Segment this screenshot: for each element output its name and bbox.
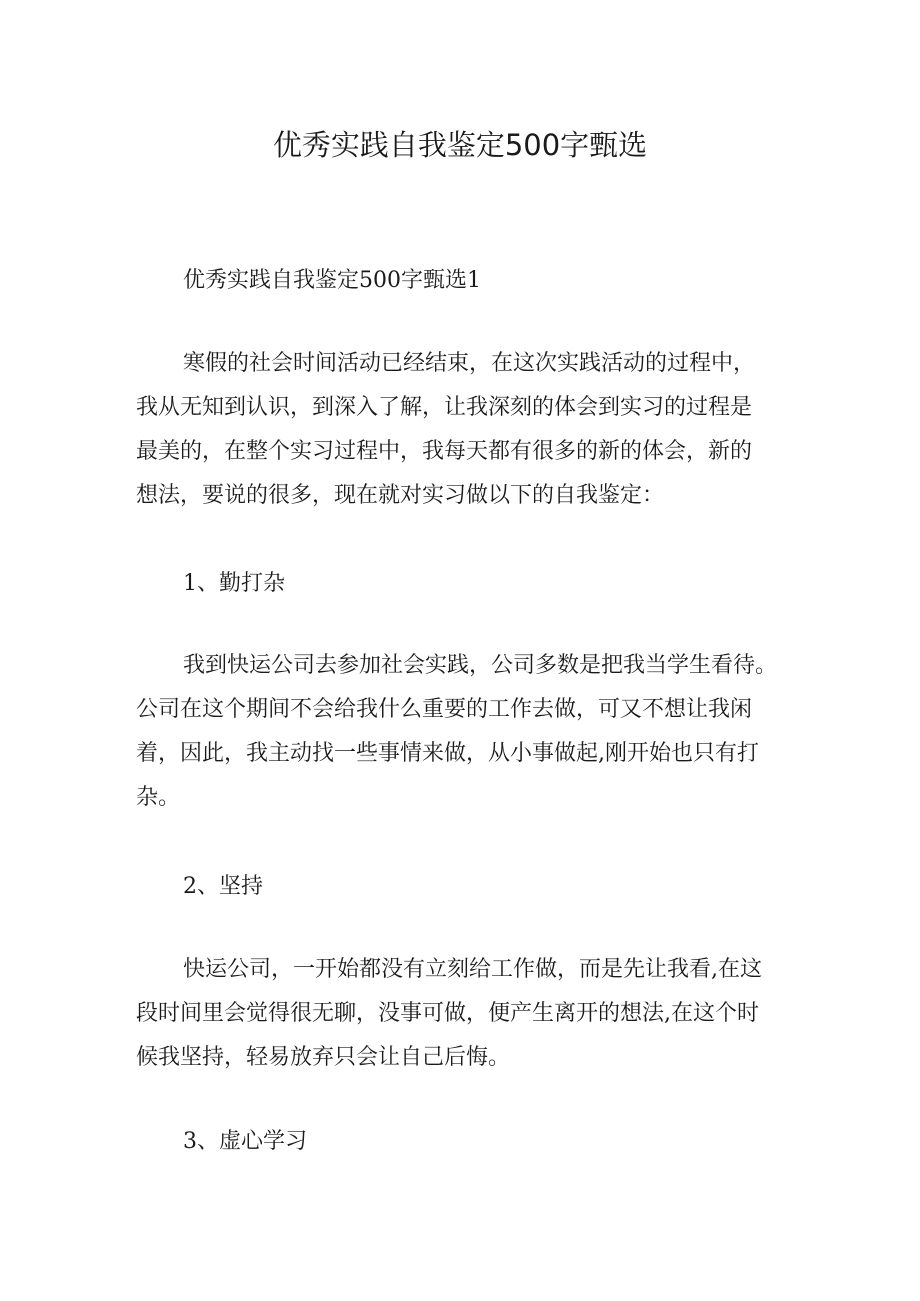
- section-heading: 3、虚心学习: [183, 1129, 307, 1154]
- paragraph-line: 最美的，在整个实习过程中，我每天都有很多的新的体会，新的: [136, 439, 753, 464]
- paragraph-line: 寒假的社会时间活动已经结束，在这次实践活动的过程中，: [183, 351, 756, 376]
- section-heading: 1、勤打杂: [183, 571, 285, 596]
- document-title: 优秀实践自我鉴定500字甄选: [272, 128, 648, 162]
- paragraph-line: 我到快运公司去参加社会实践，公司多数是把我当学生看待。: [183, 653, 778, 678]
- paragraph-line: 段时间里会觉得很无聊，没事可做，便产生离开的想法,在这个时: [136, 1001, 759, 1026]
- paragraph-line: 着，因此，我主动找一些事情来做，从小事做起,刚开始也只有打: [136, 741, 759, 766]
- paragraph-line: 快运公司，一开始都没有立刻给工作做，而是先让我看,在这: [183, 957, 762, 982]
- paragraph-line: 我从无知到认识，到深入了解，让我深刻的体会到实习的过程是: [136, 395, 753, 420]
- paragraph-line: 想法，要说的很多，现在就对实习做以下的自我鉴定：: [136, 483, 665, 508]
- paragraph-line: 公司在这个期间不会给我什么重要的工作去做，可又不想让我闲: [136, 697, 753, 722]
- paragraph-line: 杂。: [136, 785, 181, 810]
- section-subtitle: 优秀实践自我鉴定500字甄选1: [183, 268, 481, 293]
- section-heading: 2、坚持: [183, 874, 263, 899]
- paragraph-line: 候我坚持，轻易放弃只会让自己后悔。: [136, 1045, 511, 1070]
